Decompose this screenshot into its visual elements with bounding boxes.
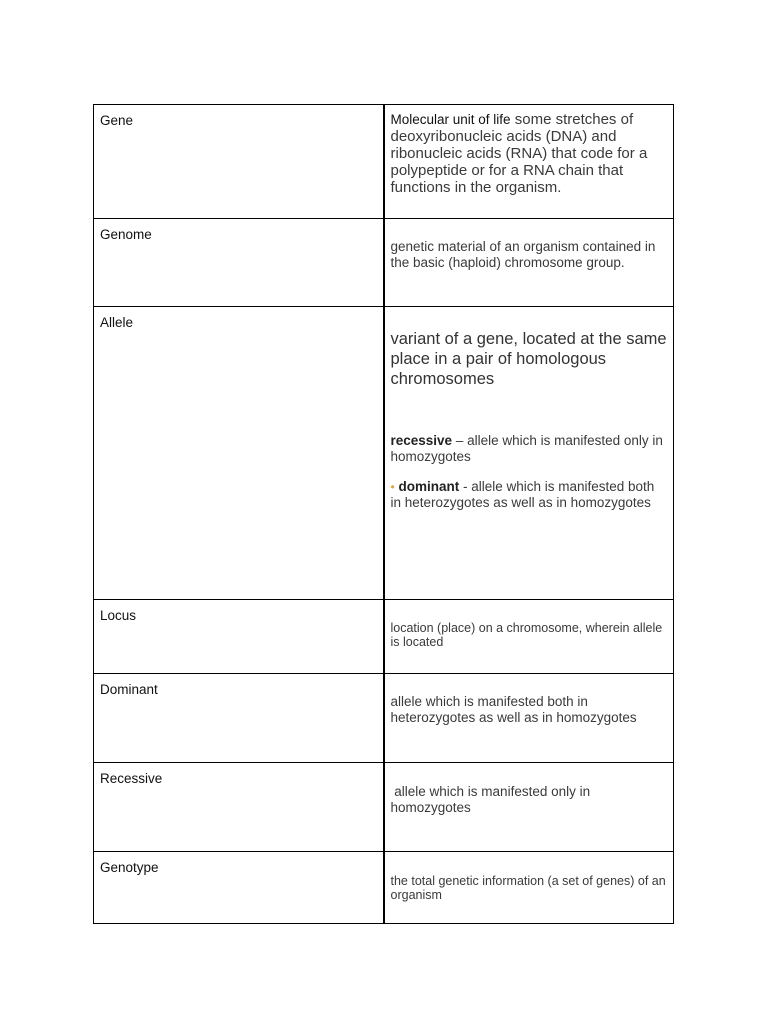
table-row bbox=[94, 600, 674, 674]
table-row bbox=[94, 763, 674, 852]
definition-cell bbox=[384, 307, 674, 600]
definition-gene-lead: Molecular unit of life bbox=[390, 112, 511, 127]
table-row bbox=[94, 307, 674, 600]
definition-cell bbox=[384, 105, 674, 219]
recessive-keyword: recessive bbox=[390, 433, 453, 448]
table-row bbox=[94, 674, 674, 763]
term-cell bbox=[94, 763, 384, 852]
definition-gene-rest: some stretches of deoxyribonucleic acids (DNA) and ribonucleic acids (RNA) that code for a polypeptide or for a RNA chain that functions in the organism. bbox=[390, 111, 648, 196]
bullet-icon: • bbox=[390, 480, 395, 494]
term-cell bbox=[94, 219, 384, 307]
definition-genome: genetic material of an organism contained in the basic (haploid) chromosome group. bbox=[390, 239, 656, 270]
dominant-note-text: - allele which is manifested both in heterozygotes as well as in homozygotes bbox=[390, 479, 655, 510]
definition-dominant: allele which is manifested both in heterozygotes as well as in homozygotes bbox=[390, 694, 637, 725]
term-allele: Allele bbox=[100, 315, 134, 330]
term-genome: Genome bbox=[100, 227, 152, 242]
table-row bbox=[94, 219, 674, 307]
term-cell bbox=[94, 852, 384, 924]
allele-dominant-note bbox=[391, 479, 668, 511]
table-row bbox=[94, 105, 674, 219]
term-gene: Gene bbox=[100, 113, 134, 128]
table-row bbox=[94, 852, 674, 924]
definition-cell bbox=[384, 674, 674, 763]
dominant-keyword: dominant bbox=[398, 479, 460, 494]
term-genotype: Genotype bbox=[100, 860, 159, 875]
term-cell bbox=[94, 600, 384, 674]
definition-locus: location (place) on a chromosome, wherein allele is located bbox=[390, 621, 663, 649]
definition-cell bbox=[384, 852, 674, 924]
definition-cell bbox=[384, 763, 674, 852]
term-recessive: Recessive bbox=[100, 771, 163, 786]
term-dominant: Dominant bbox=[100, 682, 158, 697]
term-cell bbox=[94, 674, 384, 763]
definition-cell bbox=[384, 219, 674, 307]
definition-gene bbox=[391, 105, 668, 196]
definition-allele: variant of a gene, located at the same place in a pair of homologous chromosomes bbox=[390, 330, 667, 388]
definition-cell bbox=[384, 600, 674, 674]
definition-recessive: allele which is manifested only in homozygotes bbox=[390, 784, 594, 815]
term-cell bbox=[94, 307, 384, 600]
allele-recessive-note bbox=[391, 433, 668, 465]
term-cell bbox=[94, 105, 384, 219]
term-locus: Locus bbox=[100, 608, 137, 623]
recessive-note-text: – allele which is manifested only in homozygotes bbox=[390, 433, 663, 464]
glossary-table bbox=[93, 104, 674, 924]
definition-genotype: the total genetic information (a set of genes) of an organism bbox=[390, 874, 666, 902]
